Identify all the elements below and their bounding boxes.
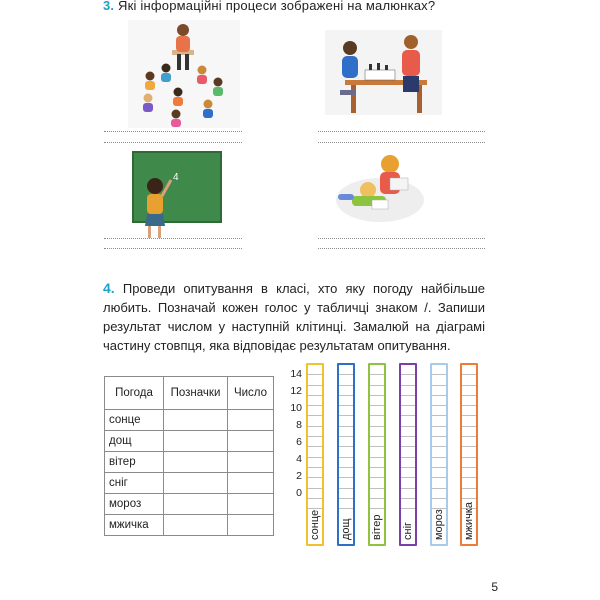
- column-label: вітер: [371, 514, 383, 540]
- marks-cell[interactable]: [164, 431, 228, 452]
- column-cell[interactable]: [432, 478, 446, 488]
- column-cell[interactable]: [339, 396, 353, 406]
- y-tick: 2: [296, 470, 302, 482]
- column-cell[interactable]: [339, 365, 353, 375]
- column-cell[interactable]: [308, 468, 322, 478]
- question-3-text: Які інформаційні процеси зображені на малюнках?: [114, 0, 436, 13]
- column-label: сніг: [402, 521, 414, 540]
- column-cell[interactable]: [401, 396, 415, 406]
- girl-at-chalkboard-image: [129, 150, 224, 240]
- column-cell[interactable]: [432, 447, 446, 457]
- y-tick: 4: [296, 453, 302, 465]
- question-4-text: Проведи опитування в класі, хто яку погоду найбільше любить. Позначай кожен голос у табличці знаком /. Запиши результат числом у наступній клітинці. Замалюй на діаграмі частину стовпця, яка відповідає результатам опитування.: [103, 281, 485, 353]
- column-cell[interactable]: [370, 489, 384, 499]
- column-cell[interactable]: [432, 437, 446, 447]
- row-label: мороз: [105, 494, 164, 515]
- column-cell[interactable]: [401, 386, 415, 396]
- column-cell[interactable]: [432, 427, 446, 437]
- number-cell[interactable]: [228, 452, 274, 473]
- row-label: сніг: [105, 473, 164, 494]
- column-cell[interactable]: [308, 478, 322, 488]
- row-label: мжичка: [105, 515, 164, 536]
- column-cells: [339, 365, 353, 495]
- column-cell[interactable]: [370, 406, 384, 416]
- column-cell[interactable]: [462, 406, 476, 416]
- table-row: [105, 515, 274, 536]
- column-cell[interactable]: [432, 458, 446, 468]
- column-cell[interactable]: [401, 365, 415, 375]
- column-cell[interactable]: [432, 386, 446, 396]
- chess-players-image: [325, 30, 442, 115]
- page-number: 5: [491, 580, 498, 594]
- column-cell[interactable]: [370, 386, 384, 396]
- column-cells: [370, 365, 384, 495]
- reading-children-image: [332, 152, 428, 224]
- column-cell[interactable]: [462, 375, 476, 385]
- column-cell[interactable]: [308, 499, 322, 509]
- marks-cell[interactable]: [164, 410, 228, 431]
- column-cell[interactable]: [401, 437, 415, 447]
- answer-line[interactable]: [318, 131, 485, 132]
- column-cell[interactable]: [339, 375, 353, 385]
- column-cell[interactable]: [370, 458, 384, 468]
- number-cell[interactable]: [228, 473, 274, 494]
- header-number: Число: [228, 377, 274, 410]
- answer-line[interactable]: [104, 131, 242, 132]
- column-cell[interactable]: [432, 396, 446, 406]
- answer-line[interactable]: [104, 238, 242, 239]
- column-cell[interactable]: [462, 458, 476, 468]
- column-cell[interactable]: [401, 489, 415, 499]
- column-cell[interactable]: [339, 468, 353, 478]
- table-row: [105, 452, 274, 473]
- header-marks: Позначки: [164, 377, 228, 410]
- question-4: [103, 279, 485, 355]
- marks-cell[interactable]: [164, 452, 228, 473]
- column-cells: [401, 365, 415, 495]
- question-3: [103, 0, 435, 13]
- number-cell[interactable]: [228, 494, 274, 515]
- column-cell[interactable]: [462, 478, 476, 488]
- y-tick: 6: [296, 436, 302, 448]
- column-cell[interactable]: [308, 427, 322, 437]
- y-tick: 0: [296, 487, 302, 499]
- column-cell[interactable]: [432, 468, 446, 478]
- column-cell[interactable]: [370, 499, 384, 509]
- column-cell[interactable]: [308, 437, 322, 447]
- column-cell[interactable]: [401, 478, 415, 488]
- column-cell[interactable]: [339, 499, 353, 509]
- column-label: мжичка: [463, 502, 475, 540]
- column-cells: [308, 365, 322, 495]
- marks-cell[interactable]: [164, 494, 228, 515]
- column-cell[interactable]: [308, 406, 322, 416]
- column-cell[interactable]: [308, 396, 322, 406]
- column-cell[interactable]: [370, 447, 384, 457]
- column-cell[interactable]: [339, 478, 353, 488]
- column-cell[interactable]: [401, 499, 415, 509]
- column-cell[interactable]: [432, 406, 446, 416]
- column-cells: [462, 365, 476, 495]
- column-cell[interactable]: [462, 468, 476, 478]
- column-cell[interactable]: [370, 427, 384, 437]
- column-cell[interactable]: [401, 458, 415, 468]
- column-cell[interactable]: [308, 386, 322, 396]
- column-cell[interactable]: [308, 458, 322, 468]
- table-row: [105, 431, 274, 452]
- table-row: [105, 494, 274, 515]
- answer-line[interactable]: [104, 142, 242, 143]
- column-cell[interactable]: [462, 416, 476, 426]
- question-4-number: 4.: [103, 280, 115, 296]
- number-cell[interactable]: [228, 410, 274, 431]
- column-cell[interactable]: [339, 406, 353, 416]
- question-3-number: 3.: [103, 0, 115, 13]
- column-cell[interactable]: [339, 447, 353, 457]
- column-cell[interactable]: [308, 375, 322, 385]
- number-cell[interactable]: [228, 431, 274, 452]
- column-cell[interactable]: [401, 468, 415, 478]
- column-cell[interactable]: [462, 489, 476, 499]
- diagram-column[interactable]: [399, 363, 417, 546]
- column-cell[interactable]: [370, 416, 384, 426]
- column-cell[interactable]: [370, 437, 384, 447]
- column-cell[interactable]: [462, 396, 476, 406]
- column-cell[interactable]: [432, 416, 446, 426]
- row-label: вітер: [105, 452, 164, 473]
- column-cell[interactable]: [401, 427, 415, 437]
- y-tick: 8: [296, 419, 302, 431]
- answer-line[interactable]: [318, 142, 485, 143]
- y-tick: 10: [290, 402, 302, 414]
- marks-cell[interactable]: [164, 473, 228, 494]
- column-cell[interactable]: [339, 386, 353, 396]
- column-cell[interactable]: [308, 489, 322, 499]
- column-cell[interactable]: [462, 427, 476, 437]
- column-cell[interactable]: [462, 437, 476, 447]
- column-label: мороз: [433, 509, 445, 540]
- column-cell[interactable]: [308, 365, 322, 375]
- column-cell[interactable]: [339, 427, 353, 437]
- table-header-row: [105, 377, 274, 410]
- column-cell[interactable]: [308, 416, 322, 426]
- column-cell[interactable]: [339, 489, 353, 499]
- number-cell[interactable]: [228, 515, 274, 536]
- column-cell[interactable]: [370, 375, 384, 385]
- table-row: [105, 473, 274, 494]
- column-cell[interactable]: [308, 447, 322, 457]
- column-cell[interactable]: [432, 365, 446, 375]
- column-cell[interactable]: [370, 478, 384, 488]
- poll-table: [104, 376, 274, 536]
- column-label: сонце: [309, 509, 321, 540]
- column-label: дощ: [340, 518, 352, 540]
- row-label: дощ: [105, 431, 164, 452]
- row-label: сонце: [105, 410, 164, 431]
- y-tick: 14: [290, 368, 302, 380]
- column-cell[interactable]: [432, 375, 446, 385]
- column-cell[interactable]: [462, 386, 476, 396]
- column-cells: [432, 365, 446, 495]
- column-cell[interactable]: [370, 468, 384, 478]
- marks-cell[interactable]: [164, 515, 228, 536]
- answer-line[interactable]: [318, 238, 485, 239]
- header-weather: Погода: [105, 377, 164, 410]
- table-row: [105, 410, 274, 431]
- column-cell[interactable]: [462, 447, 476, 457]
- column-cell[interactable]: [339, 458, 353, 468]
- column-cell[interactable]: [401, 447, 415, 457]
- y-tick: 12: [290, 385, 302, 397]
- column-cell[interactable]: [339, 416, 353, 426]
- column-cell[interactable]: [370, 365, 384, 375]
- column-cell[interactable]: [432, 499, 446, 509]
- answer-line[interactable]: [318, 248, 485, 249]
- column-cell[interactable]: [432, 489, 446, 499]
- column-cell[interactable]: [370, 396, 384, 406]
- answer-line[interactable]: [104, 248, 242, 249]
- column-cell[interactable]: [339, 437, 353, 447]
- column-cell[interactable]: [401, 416, 415, 426]
- column-cell[interactable]: [462, 365, 476, 375]
- column-cell[interactable]: [401, 406, 415, 416]
- column-cell[interactable]: [401, 375, 415, 385]
- svg-text:4: 4: [173, 172, 179, 183]
- teacher-with-children-image: [128, 20, 240, 128]
